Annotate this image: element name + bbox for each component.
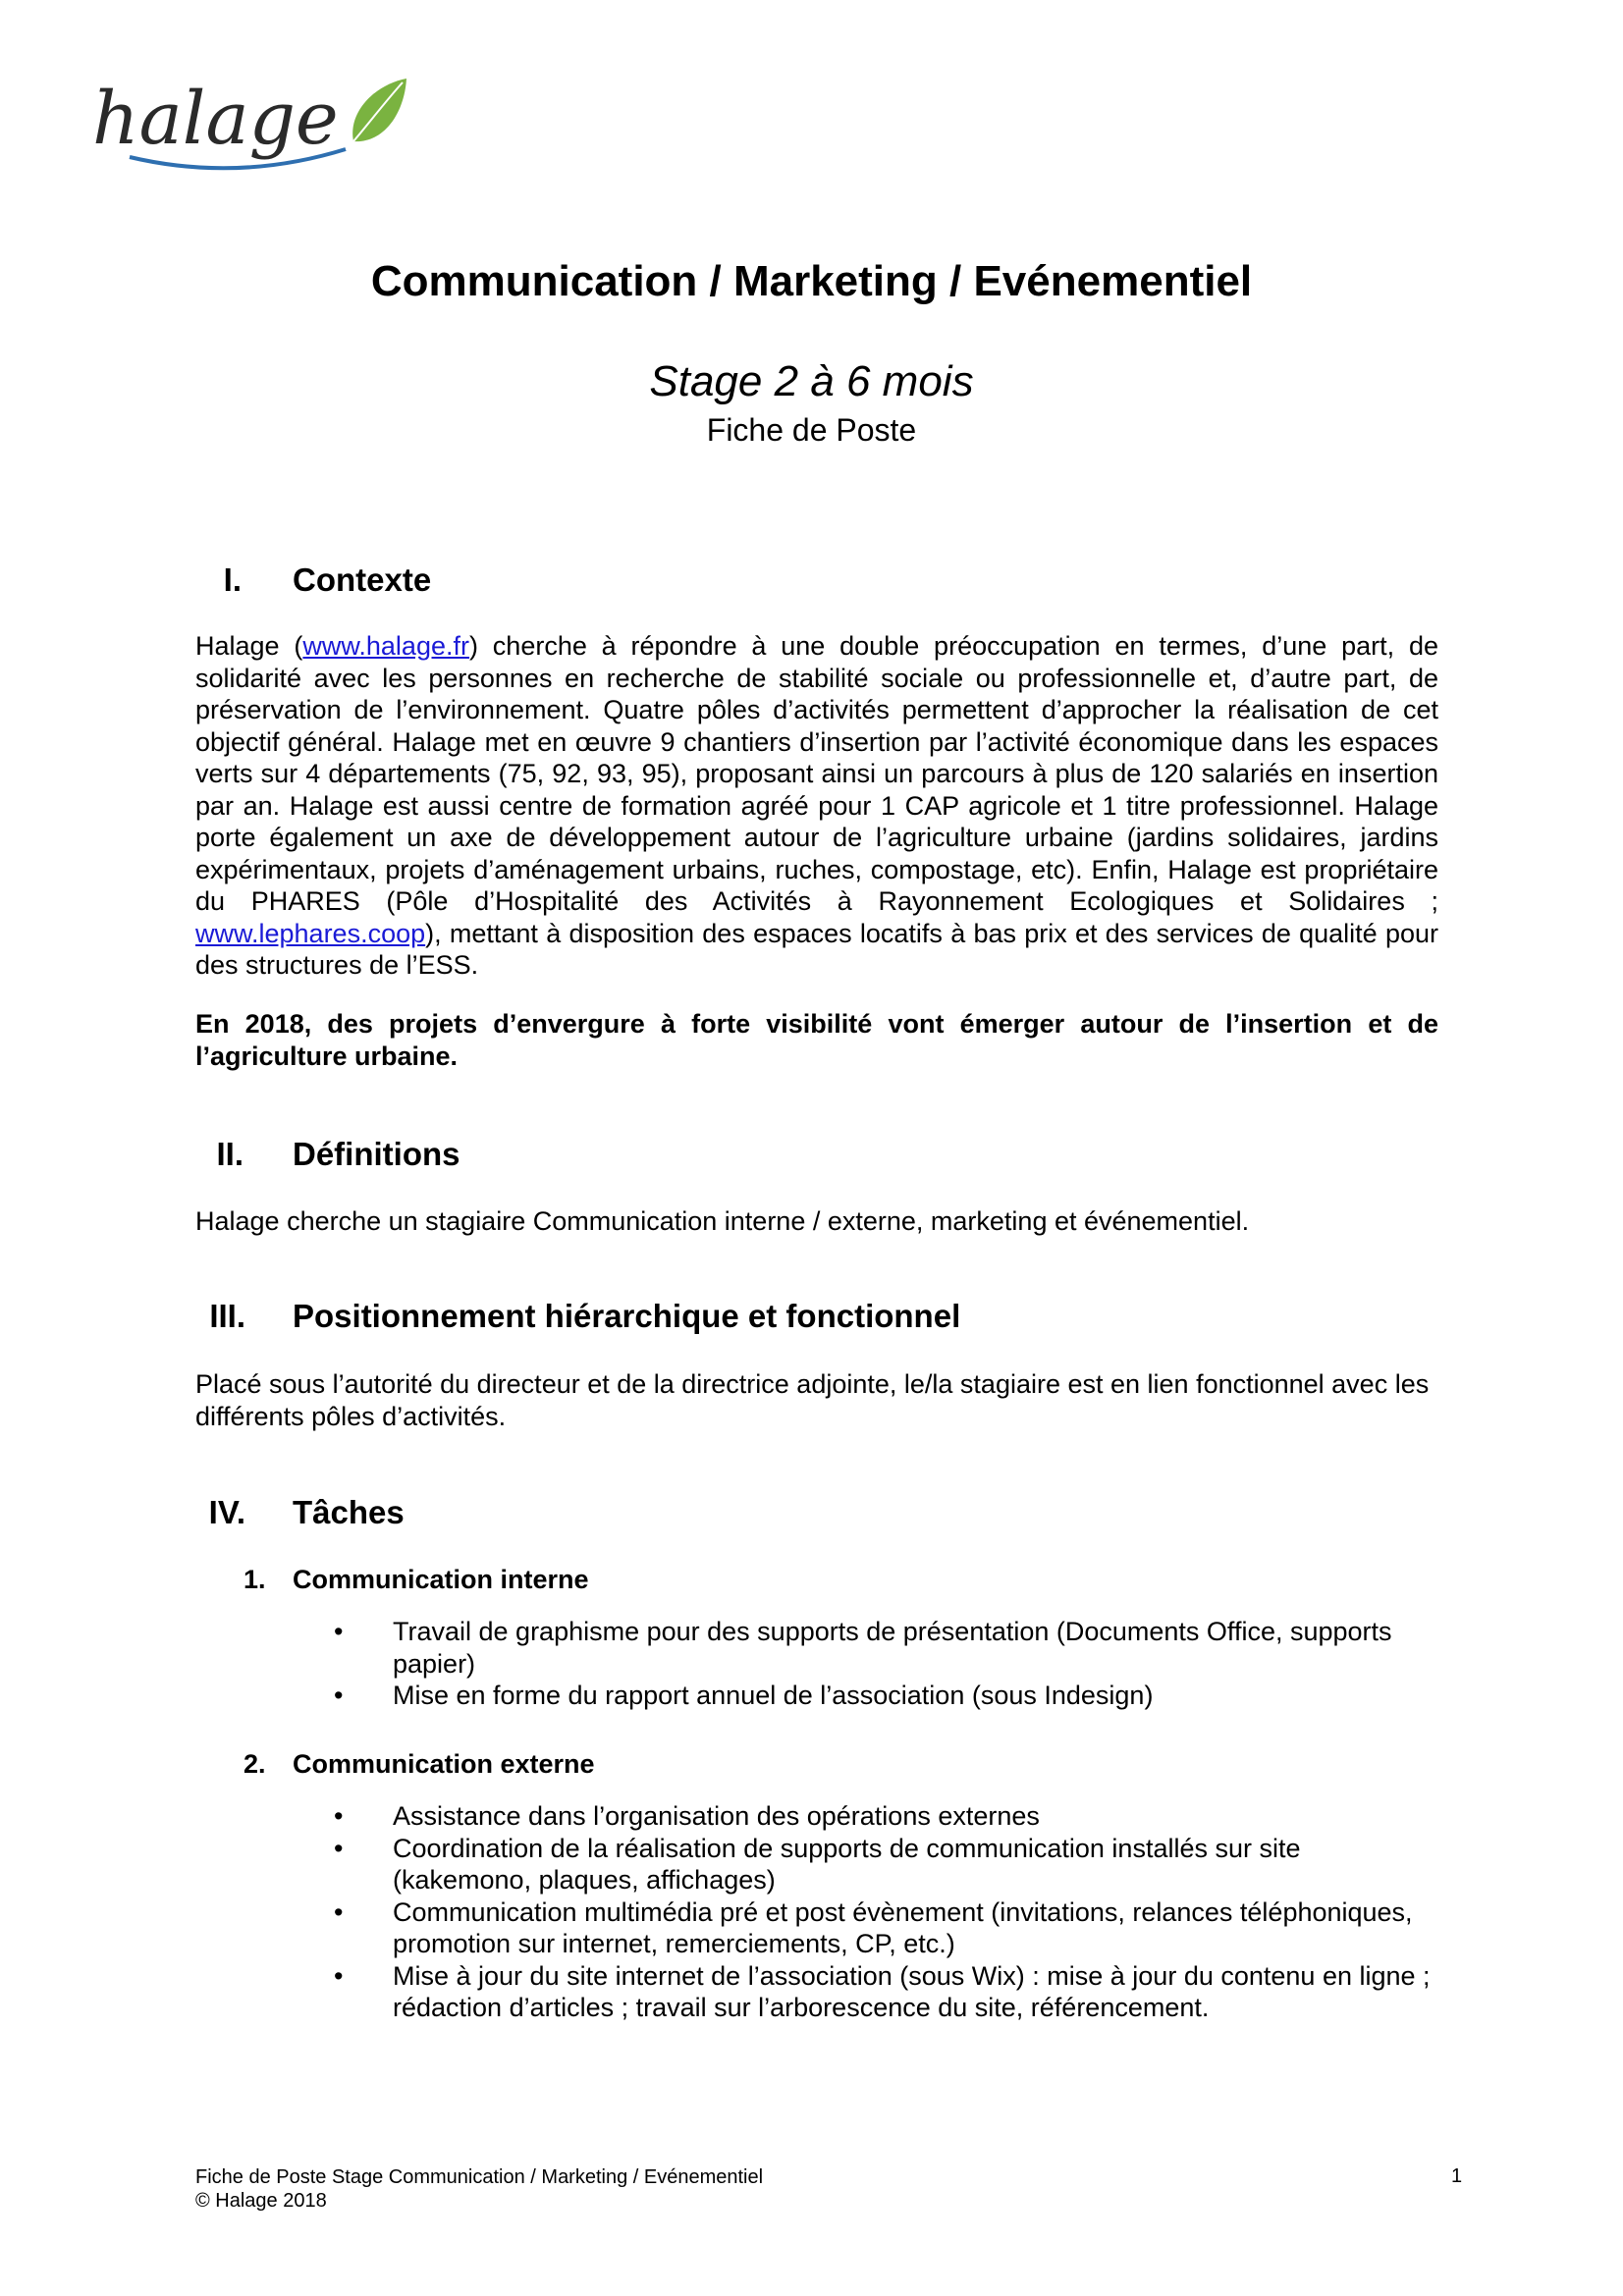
subsection-heading-communication-interne bbox=[243, 1565, 589, 1595]
section-heading-taches bbox=[195, 1494, 405, 1531]
footer-document-name: Fiche de Poste Stage Communication / Marketing / Evénementiel bbox=[195, 2166, 764, 2188]
list-item bbox=[334, 1616, 1443, 1680]
subsection-title: Communication externe bbox=[293, 1749, 595, 1779]
list-item-text: Travail de graphisme pour des supports de présentation (Documents Office, supports papier) bbox=[393, 1617, 1392, 1679]
section-heading-positionnement bbox=[195, 1298, 961, 1335]
list-item-text: Assistance dans l’organisation des opérations externes bbox=[393, 1801, 1040, 1831]
bullet-icon: • bbox=[334, 1681, 344, 1710]
definitions-paragraph: Halage cherche un stagiaire Communication interne / externe, marketing et événementiel. bbox=[195, 1206, 1250, 1236]
list-item bbox=[334, 1896, 1443, 1960]
section-title: Positionnement hiérarchique et fonctionnel bbox=[293, 1298, 961, 1334]
contexte-highlight-paragraph: En 2018, des projets d’envergure à forte visibilité vont émerger autour de l’insertion et de l’agriculture urbaine. bbox=[195, 1009, 1438, 1071]
bullet-icon: • bbox=[334, 1617, 344, 1646]
section-heading-contexte bbox=[195, 561, 432, 599]
page-footer bbox=[195, 2165, 763, 2213]
subsection-title: Communication interne bbox=[293, 1565, 589, 1594]
section-number: III. bbox=[209, 1298, 245, 1334]
contexte-text-part: Halage ( bbox=[195, 631, 303, 661]
list-item bbox=[334, 1960, 1443, 2024]
section-number: IV. bbox=[208, 1494, 245, 1530]
section-heading-definitions bbox=[195, 1136, 460, 1173]
contexte-text-part: ) cherche à répondre à une double préoccupation en termes, d’une part, de solidarité avec les personnes en recherche de stabilité sociale ou professionnelle et, d’autre part, de préservation de l’environnement. Quatre pôles d’activités permettent d’approcher la réalisation de cet objectif général. Halage met en œuvre 9 chantiers d’insertion par l’activité économique dans les espaces verts sur 4 départements (75, 92, 93, 95), proposant ainsi un parcours à plus de 120 salariés en insertion par an. Halage est aussi centre de formation agréé pour 1 CAP agricole et 1 titre professionnel. Halage porte également un axe de développement autour de l’agriculture urbaine (jardins solidaires, jardins expérimentaux, projets d’aménagement urbains, ruches, compostage, etc). Enfin, Halage est propriétaire du PHARES (Pôle d’Hospitalité des Activités à Rayonnement Ecologiques et Solidaires ; bbox=[195, 631, 1438, 916]
halage-website-link[interactable]: www.halage.fr bbox=[302, 631, 469, 661]
halage-logo-graphic bbox=[90, 73, 414, 181]
list-item bbox=[334, 1680, 1443, 1712]
list-item bbox=[334, 1800, 1443, 1833]
lephares-website-link[interactable]: www.lephares.coop bbox=[195, 918, 426, 948]
section-title: Définitions bbox=[293, 1136, 460, 1172]
list-item bbox=[334, 1833, 1443, 1896]
contexte-text-part: ), mettant à disposition des espaces locatifs à bas prix et des services de qualité pour des structures de l’ESS. bbox=[195, 918, 1438, 980]
page-number: 1 bbox=[1451, 2165, 1463, 2187]
section-title: Contexte bbox=[293, 561, 432, 598]
subsection-number: 2. bbox=[243, 1749, 266, 1779]
contexte-paragraph bbox=[195, 630, 1438, 982]
section-number: II. bbox=[216, 1136, 243, 1172]
list-item-text: Mise en forme du rapport annuel de l’association (sous Indesign) bbox=[393, 1681, 1154, 1710]
positionnement-paragraph: Placé sous l’autorité du directeur et de la directrice adjointe, le/la stagiaire est en lien fonctionnel avec les différents pôles d’activités. bbox=[195, 1369, 1430, 1431]
bullet-icon: • bbox=[334, 1801, 344, 1831]
list-item-text: Coordination de la réalisation de supports de communication installés sur site (kakemono, plaques, affichages) bbox=[393, 1833, 1301, 1895]
communication-interne-list bbox=[334, 1616, 1443, 1712]
subsection-number: 1. bbox=[243, 1565, 266, 1594]
list-item-text: Mise à jour du site internet de l’association (sous Wix) : mise à jour du contenu en ligne ; rédaction d’articles ; travail sur l’arborescence du site, référencement. bbox=[393, 1960, 1431, 2022]
document-subtitle: Stage 2 à 6 mois bbox=[649, 357, 974, 405]
document-title: Communication / Marketing / Evénementiel bbox=[370, 257, 1253, 305]
svg-text:halage: halage bbox=[92, 77, 339, 161]
subsection-heading-communication-externe bbox=[243, 1749, 595, 1780]
communication-externe-list bbox=[334, 1800, 1443, 2024]
document-subtitle-secondary: Fiche de Poste bbox=[706, 412, 917, 448]
section-number: I. bbox=[223, 561, 242, 598]
bullet-icon: • bbox=[334, 1960, 344, 1991]
halage-logo bbox=[90, 73, 405, 181]
list-item-text: Communication multimédia pré et post évènement (invitations, relances téléphoniques, promotion sur internet, remerciements, CP, etc.) bbox=[393, 1896, 1413, 1958]
bullet-icon: • bbox=[334, 1833, 344, 1863]
section-title: Tâches bbox=[293, 1494, 405, 1530]
footer-copyright: © Halage 2018 bbox=[195, 2190, 327, 2212]
bullet-icon: • bbox=[334, 1896, 344, 1927]
